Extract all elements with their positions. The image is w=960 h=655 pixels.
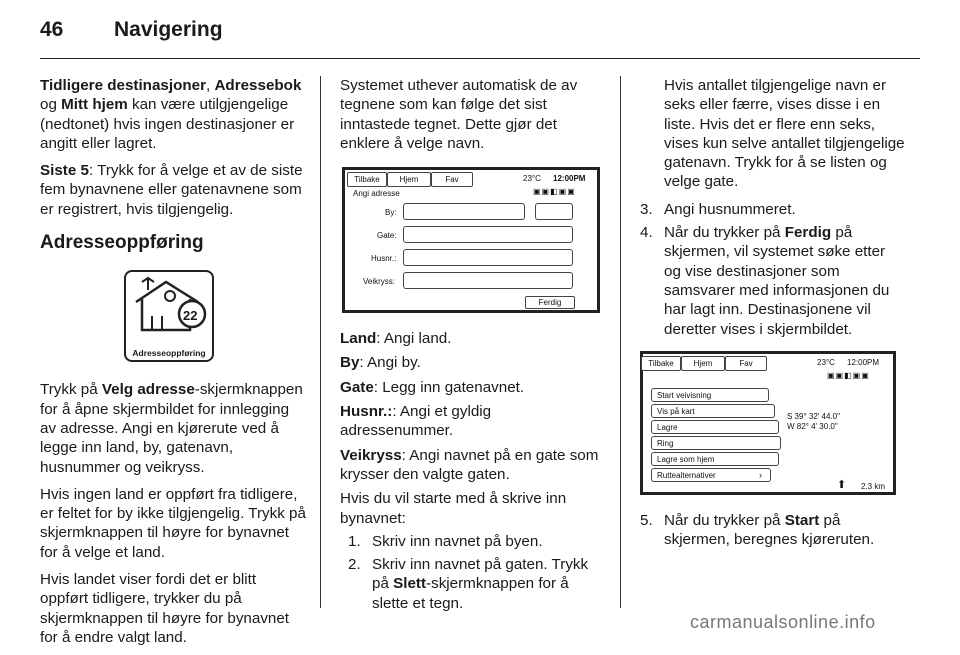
term-start: Start xyxy=(784,511,820,529)
definition-husnr xyxy=(340,402,608,441)
text: på skjermen, vil systemet søke etter og vise destinasjoner som samsvarer med informasjonen du har lagt inn. Destinasjonene vil deretter vises i skjermbildet. xyxy=(664,224,890,338)
menu-item: Vis på kart xyxy=(651,404,775,418)
column-divider-2 xyxy=(620,76,621,608)
screen-temperature: 23°C xyxy=(523,174,541,184)
term-land: Land xyxy=(340,330,377,348)
term-last-5: Siste 5 xyxy=(40,162,89,180)
field-crossing xyxy=(403,272,573,289)
watermark: carmanualsonline.info xyxy=(690,612,876,632)
text: Angi husnummeret. xyxy=(664,200,796,218)
step-number: 1. xyxy=(348,532,361,550)
icon-number: 22 xyxy=(183,308,198,324)
text: -skjermknappen for å åpne skjermbildet for innlegging av adresse. Angi en kjørerute ved å legge inn land, by, gatenavn, husnummer og veikryss. xyxy=(40,381,303,476)
term-veikryss: Veikryss xyxy=(340,446,402,464)
paragraph-previous-destinations xyxy=(40,76,306,153)
text: Når du trykker på xyxy=(664,511,785,529)
destination-screen xyxy=(640,351,896,495)
definition-gate xyxy=(340,378,608,397)
address-entry-icon xyxy=(124,270,214,362)
term-ferdig: Ferdig xyxy=(784,224,832,242)
page-title: Navigering xyxy=(114,18,223,41)
screen-done-button: Ferdig xyxy=(525,296,575,309)
field-street xyxy=(403,226,573,243)
text: Når du trykker på xyxy=(664,224,785,242)
text: : Angi et gyldig adressenummer. xyxy=(340,403,492,440)
screen-time: 12:00PM xyxy=(847,357,880,367)
definition-by xyxy=(340,353,608,372)
step-3 xyxy=(640,200,906,219)
paragraph-select-address xyxy=(40,380,306,476)
menu-item: Lagre xyxy=(651,420,779,434)
step-2 xyxy=(348,555,608,613)
column-1 xyxy=(40,76,306,655)
column-divider-1 xyxy=(320,76,321,608)
menu-item: Ring xyxy=(651,436,781,450)
field-country xyxy=(535,203,573,220)
page-number: 46 xyxy=(40,18,64,41)
text: : Trykk for å velge et av de siste fem bynavnene eller gatenavnene som er registrert, hvis tilgjengelig. xyxy=(40,162,303,218)
label-by: By: xyxy=(385,208,397,218)
term-previous-destinations: Tidligere destinasjoner xyxy=(40,77,206,94)
text: : Legg inn gatenavnet. xyxy=(373,378,525,396)
term-address-book: Adressebok xyxy=(214,77,302,94)
step-number: 2. xyxy=(348,556,361,574)
address-entry-screen xyxy=(342,167,600,313)
paragraph-start-city: Hvis du vil starte med å skrive inn bynavnet: xyxy=(340,490,567,527)
steps-list-1 xyxy=(348,532,608,613)
paragraph-no-country: Hvis ingen land er oppført fra tidligere, er feltet for by ikke tilgjengelig. Trykk på skjermknappen til høyre for bynavnet for å velge et land. xyxy=(40,485,306,561)
screen-home-button: Hjem xyxy=(387,172,431,187)
text: Trykk på xyxy=(40,381,102,399)
text: : Angi navnet på en gate som krysser den valgte gaten. xyxy=(340,446,599,483)
paragraph-highlight: Systemet uthever automatisk de av tegnene som kan følge det sist inntastede tegnet. Dette gjør det enklere å velge navn. xyxy=(340,77,578,152)
screen-home-button: Hjem xyxy=(681,356,725,371)
screen-back-button: Tilbake xyxy=(641,356,681,371)
distance: 2.3 km xyxy=(861,481,886,491)
text: kan være utilgjengelige (nedtonet) hvis ingen destinasjoner er angitt eller lagret. xyxy=(40,96,295,152)
screen-back-button: Tilbake xyxy=(347,172,387,187)
column-3 xyxy=(640,76,906,553)
steps-list-3 xyxy=(640,511,906,550)
paragraph-list-count: Hvis antallet tilgjengelige navn er seks eller færre, vises disse i en liste. Hvis det er flere enn seks, vises kun selve antallet tilgjengelige gatenavn. Trykk for å se listen og velge gate. xyxy=(664,77,905,191)
step-number: 5. xyxy=(640,511,653,529)
text: -skjermknappen for å slette et tegn. xyxy=(372,575,569,612)
steps-list-2 xyxy=(640,200,906,339)
term-husnr: Husnr.: xyxy=(340,403,393,421)
term-my-home: Mitt hjem xyxy=(61,96,128,114)
term-by: By xyxy=(340,354,360,372)
text: Skriv inn navnet på gaten. Trykk på xyxy=(372,556,589,593)
section-heading: Adresseoppføring xyxy=(40,232,204,254)
field-city xyxy=(403,203,525,220)
step-number: 4. xyxy=(640,224,653,242)
arrow-up-icon: ⬆ xyxy=(837,478,847,491)
step-5 xyxy=(640,511,906,550)
definition-land xyxy=(340,329,608,348)
menu-item: Start veivisning xyxy=(651,388,769,402)
label-gate: Gate: xyxy=(377,231,397,241)
paragraph-last-5 xyxy=(40,161,306,219)
term-select-address: Velg adresse xyxy=(101,381,195,399)
definition-veikryss xyxy=(340,446,608,485)
screen-time: 12:00PM xyxy=(553,174,586,184)
step-number: 3. xyxy=(640,200,653,218)
text: : Angi by. xyxy=(359,354,421,372)
text: på skjermen, beregnes kjøreruten. xyxy=(664,511,875,549)
step-1 xyxy=(348,532,608,551)
field-house-number xyxy=(403,249,573,266)
text: , xyxy=(206,77,215,94)
screen-title: Angi adresse xyxy=(353,189,400,199)
status-icons: ▣▣◧▣▣ xyxy=(827,370,870,380)
menu-item: Lagre som hjem xyxy=(651,452,779,466)
screen-fav-button: Fav xyxy=(431,172,473,187)
label-veikryss: Veikryss: xyxy=(363,277,396,287)
screen-temperature: 23°C xyxy=(817,357,835,367)
chevron-right-icon: › xyxy=(759,469,762,480)
text: og xyxy=(40,96,62,114)
icon-label: Adresseoppføring xyxy=(132,348,206,359)
page-header xyxy=(40,18,223,42)
header-rule xyxy=(40,58,920,59)
latitude: S 39° 32' 44.0" xyxy=(787,411,840,421)
status-icons: ▣▣◧▣▣ xyxy=(533,187,576,197)
longitude: W 82° 4' 30.0" xyxy=(787,421,838,431)
screen-fav-button: Fav xyxy=(725,356,767,371)
term-gate: Gate xyxy=(340,378,374,396)
text: : Angi land. xyxy=(376,330,452,348)
term-slett: Slett xyxy=(393,575,427,593)
house-icon xyxy=(126,272,212,342)
text: Skriv inn navnet på byen. xyxy=(372,532,543,550)
column-2 xyxy=(340,76,608,617)
menu-item: Ruttealternativer xyxy=(651,468,771,482)
step-4 xyxy=(640,223,906,339)
label-husnr: Husnr.: xyxy=(371,254,397,264)
paragraph-country-shown: Hvis landet viser fordi det er blitt oppført tidligere, trykker du på skjermknappen til høyre for bynavnet for å endre valgt land. xyxy=(40,571,290,646)
